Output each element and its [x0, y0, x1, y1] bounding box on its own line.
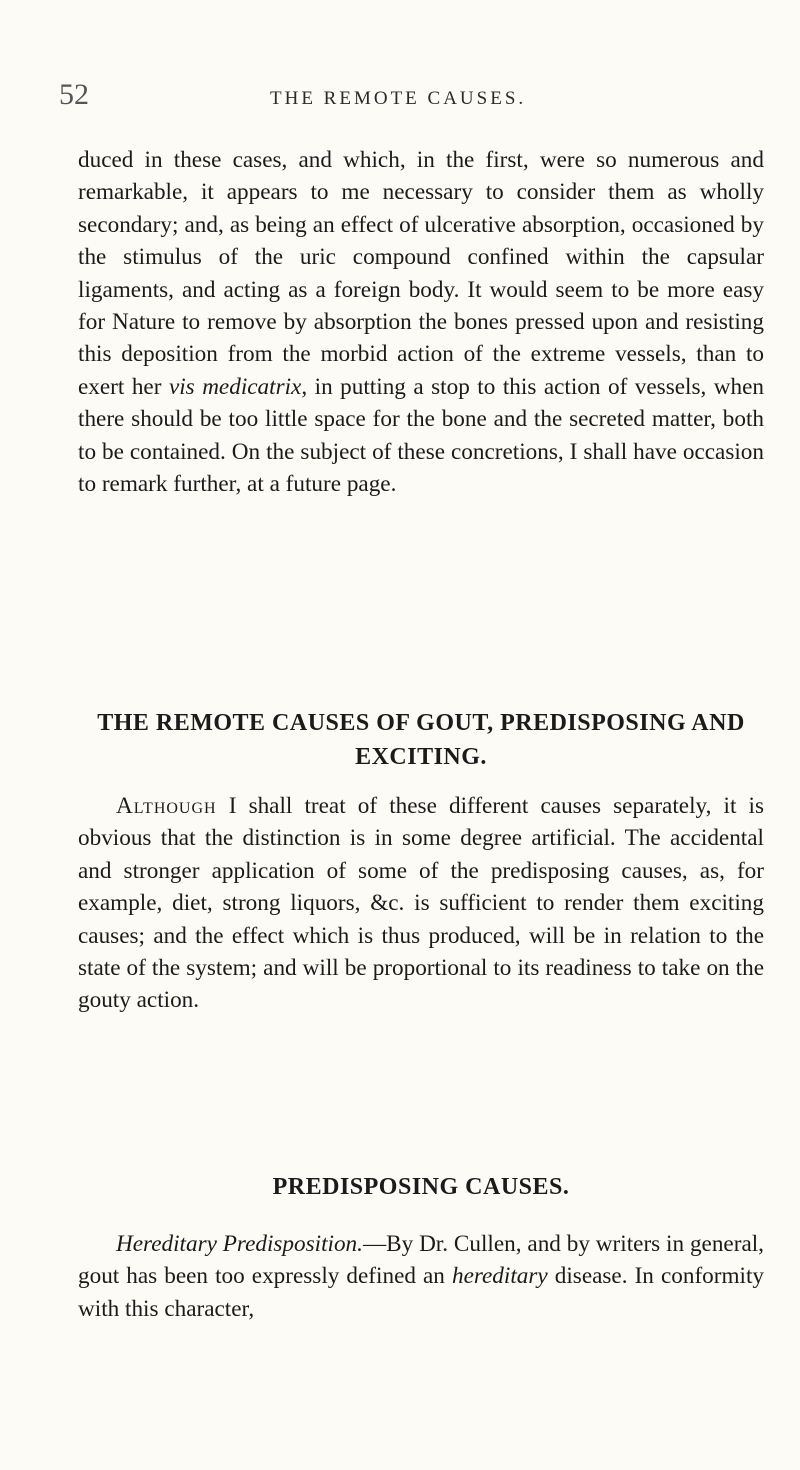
running-head: [0, 78, 800, 118]
section-heading-remote-causes: THE REMOTE CAUSES OF GOUT, PREDISPOSING AND EXCITING.: [97, 710, 745, 770]
running-title: THE REMOTE CAUSES.: [270, 88, 527, 109]
paragraph-text: —By Dr. Cullen, and by writers in general, gout has been too expressly defined an: [78, 1231, 764, 1290]
italic-subheading: Hereditary Predisposition.: [116, 1231, 363, 1257]
section-heading-predisposing: PREDISPOSING CAUSES.: [272, 1174, 570, 1200]
paragraph-text-continued: disease. In conformity with this character,: [78, 1263, 764, 1322]
italic-word: hereditary: [451, 1263, 548, 1290]
paragraph-concretions: [78, 144, 764, 500]
paragraph-text: duced in these cases, and which, in the first, were so numerous and remarkable, it appears to me necessary to consider them as wholly secondary; and, as being an effect of ulcerative absorption, occasioned by the stimulus of the uric compound confined within the capsular ligaments, and acting as a foreign body. It would seem to be more easy for Nature to remove by absorption the bones pressed upon and resisting this deposition from the morbid action of the extreme vessels, than to exert her: [78, 147, 764, 400]
paragraph-distinction: [78, 790, 764, 1017]
page-number: 52: [59, 78, 89, 111]
paragraph-hereditary: [78, 1228, 764, 1325]
italic-phrase: vis medicatrix: [168, 373, 302, 400]
paragraph-text-continued: , in putting a stop to this action of vessels, when there should be too little space for the bone and the secreted matter, both to be contained. On the subject of these concretions, I shall have occasion to remark further, at a future page.: [78, 373, 764, 498]
paragraph-text: I shall treat of these different causes separately, it is obvious that the distinction is in some degree artificial. The accidental and stronger application of some of the predisposing causes, as, for example, diet, strong liquors, &c. is sufficient to render them exciting causes; and the effect which is thus produced, will be in relation to the state of the system; and will be proportional to its readiness to take on the gouty action.: [78, 793, 764, 1014]
paragraph-lead-word: Although: [116, 793, 217, 819]
